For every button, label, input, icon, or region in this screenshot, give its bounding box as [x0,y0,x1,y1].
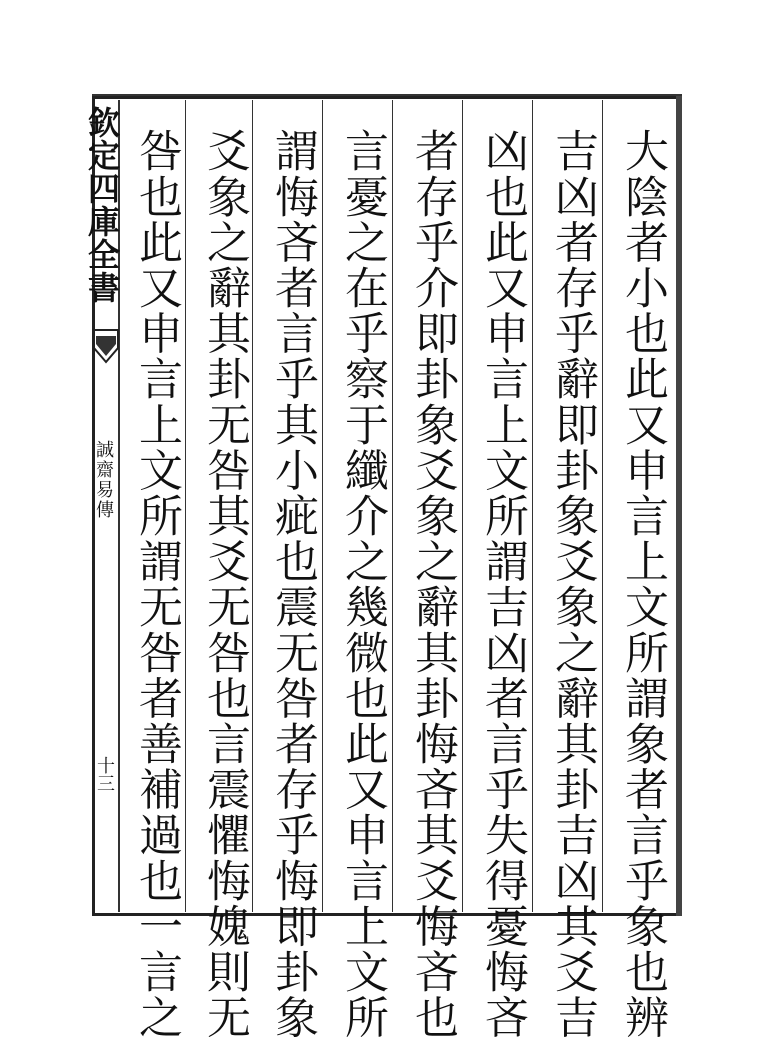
fish-tail-mark-icon [92,328,120,372]
page-number: 十三 [94,756,115,792]
column-rule [462,100,463,912]
column-rule [532,100,533,912]
column-rule [322,100,323,912]
text-column-5: 言憂之在乎察于纖介之幾微也此又申言上文所 [337,128,388,1040]
text-column-3: 凶也此又申言上文所謂吉凶者言乎失得憂悔吝 [477,128,528,1040]
text-column-7: 爻象之辭其卦无咎其爻无咎也言震懼悔媿則无 [199,128,250,1040]
column-rule [392,100,393,912]
text-column-2: 吉凶者存乎辭即卦象爻象之辭其卦吉凶其爻吉 [547,128,598,1040]
text-column-1: 大陰者小也此又申言上文所謂象者言乎象也辨 [617,128,668,1040]
text-column-4: 者存乎介即卦象爻象之辭其卦悔吝其爻悔吝也 [407,128,458,1040]
text-column-8: 咎也此又申言上文所謂无咎者善補過也一言之 [131,128,182,1040]
page-right-border [676,96,682,916]
section-title: 誠齋易傳 [93,440,114,520]
column-rule [602,100,603,912]
text-column-6: 謂悔吝者言乎其小疵也震无咎者存乎悔即卦象 [267,128,318,1040]
book-title: 欽定四庫全書 [83,106,121,304]
